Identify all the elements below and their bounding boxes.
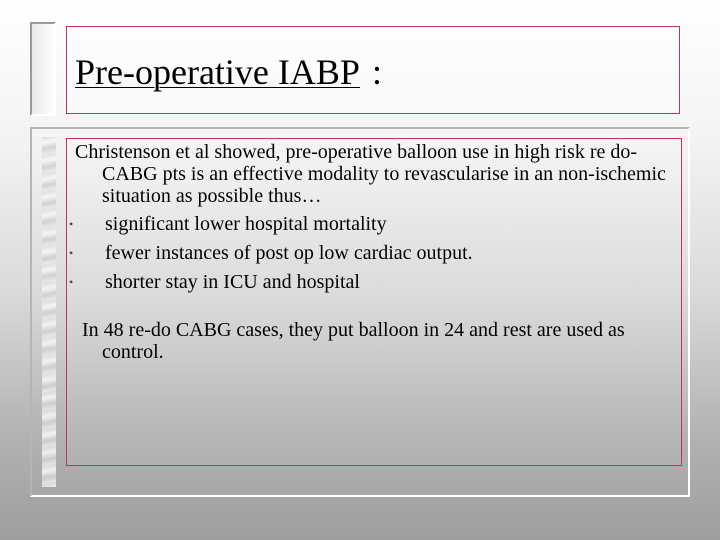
title-frame [30,22,680,114]
bullet-icon: • [69,275,74,289]
bullet-list [69,213,675,293]
slide-title-text: Pre-operative IABP [75,52,360,92]
slide-title [75,51,382,93]
bullet-text: shorter stay in ICU and hospital [105,271,360,293]
decorative-strip [42,137,56,487]
slide-title-colon: : [371,52,382,92]
slide-content [69,141,675,363]
title-box [66,26,680,114]
bullet-icon: • [69,246,74,260]
list-item [69,271,675,293]
bullet-text: significant lower hospital mortality [105,213,387,235]
list-item [69,242,675,264]
body-frame [30,127,690,497]
closing-paragraph: In 48 re-do CABG cases, they put balloon in 24 and rest are used as control. [82,319,625,363]
title-bevel-decoration [30,22,56,116]
bullet-text: fewer instances of post op low cardiac output. [105,242,473,264]
bullet-icon: • [69,217,74,231]
intro-paragraph: Christenson et al showed, pre-operative balloon use in high risk re do-CABG pts is an effective modality to revascularise in an non-ischemic situation as possible thus… [75,141,666,207]
body-box [66,138,682,466]
list-item [69,213,675,235]
